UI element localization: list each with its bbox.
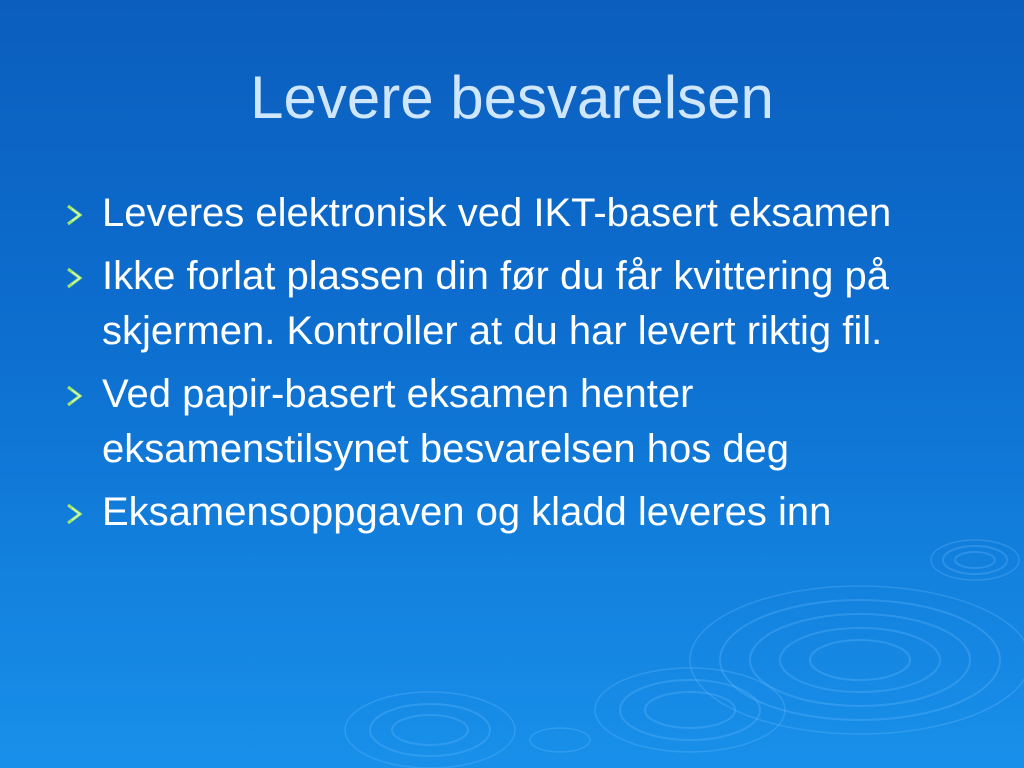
chevron-right-icon xyxy=(63,266,87,290)
bullet-text: Ikke forlat plassen din før du får kvittering på skjermen. Kontroller at du har levert riktig fil. xyxy=(102,254,890,353)
bullet-item xyxy=(60,485,960,540)
bullet-item xyxy=(60,186,960,241)
chevron-right-icon xyxy=(63,203,87,227)
bullet-item xyxy=(60,367,960,477)
chevron-right-icon xyxy=(63,502,87,526)
bullet-text: Eksamensoppgaven og kladd leveres inn xyxy=(102,490,832,534)
bullet-list xyxy=(60,186,960,548)
bullet-text: Ved papir-basert eksamen henter eksamenstilsynet besvarelsen hos deg xyxy=(102,372,790,471)
chevron-right-icon xyxy=(63,384,87,408)
slide-title: Levere besvarelsen xyxy=(250,64,774,131)
bullet-item xyxy=(60,249,960,359)
bullet-text: Leveres elektronisk ved IKT-basert eksamen xyxy=(102,191,892,235)
